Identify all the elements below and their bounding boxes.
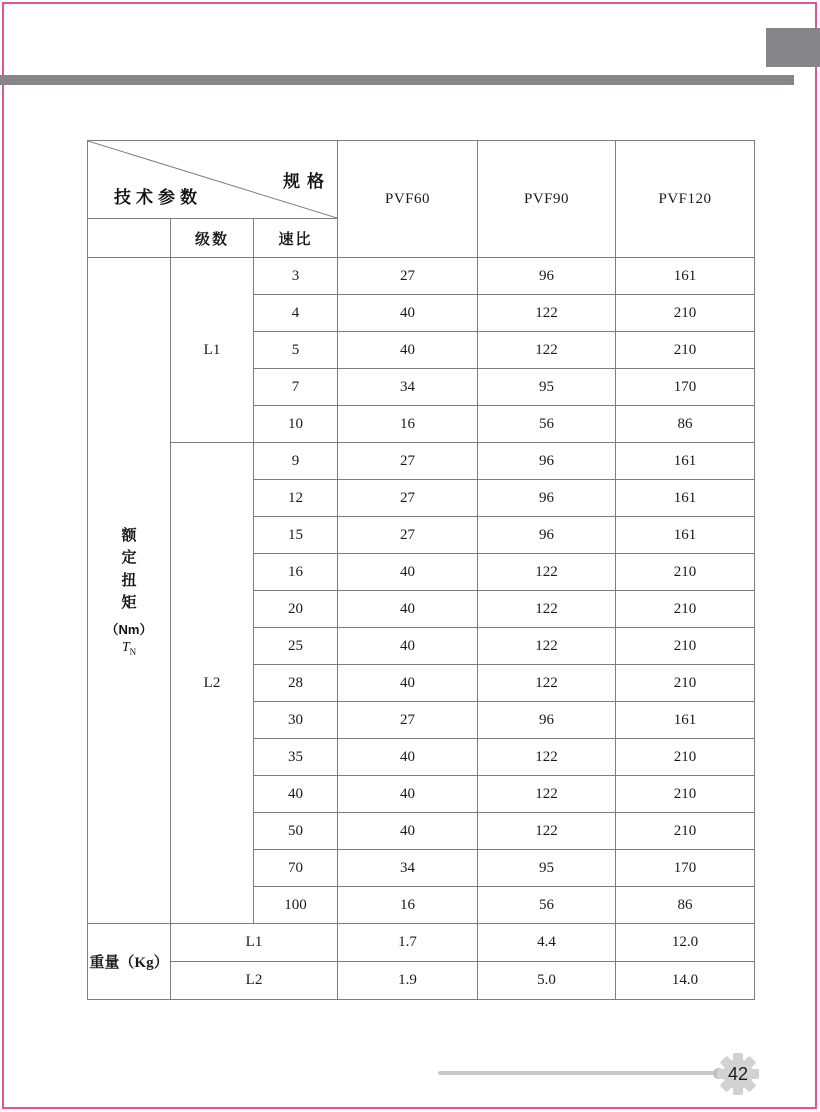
value-cell: 40 <box>338 591 478 628</box>
value-cell: 210 <box>616 665 755 702</box>
value-cell: 210 <box>616 628 755 665</box>
corner-param-label: 技术参数 <box>114 188 202 207</box>
value-cell: 96 <box>478 702 616 739</box>
value-cell: 122 <box>478 739 616 776</box>
ratio-cell: 16 <box>254 554 338 591</box>
weight-row <box>88 924 755 962</box>
group-label-l2: L2 <box>171 443 254 924</box>
value-cell: 16 <box>338 887 478 924</box>
value-cell: 86 <box>616 887 755 924</box>
value-cell: 96 <box>478 443 616 480</box>
value-cell: 4.4 <box>478 924 616 962</box>
value-cell: 95 <box>478 850 616 887</box>
axis-symbol: $T_N$ <box>121 639 137 657</box>
value-cell: 40 <box>338 665 478 702</box>
value-cell: 122 <box>478 776 616 813</box>
ratio-cell: 25 <box>254 628 338 665</box>
value-cell: 27 <box>338 480 478 517</box>
ratio-cell: 20 <box>254 591 338 628</box>
ratio-cell: 50 <box>254 813 338 850</box>
header-bar <box>0 75 794 85</box>
ratio-cell: 12 <box>254 480 338 517</box>
footer-line <box>438 1071 716 1075</box>
sub-header-ratio: 速比 <box>254 219 338 258</box>
value-cell: 12.0 <box>616 924 755 962</box>
value-cell: 96 <box>478 258 616 295</box>
header-corner-block <box>766 28 820 67</box>
value-cell: 27 <box>338 517 478 554</box>
weight-label: 重量（Kg） <box>88 924 171 1000</box>
axis-unit: （Nm） <box>105 621 153 637</box>
value-cell: 210 <box>616 554 755 591</box>
page-number: 42 <box>727 1063 749 1084</box>
value-cell: 95 <box>478 369 616 406</box>
ratio-cell: 4 <box>254 295 338 332</box>
value-cell: 122 <box>478 295 616 332</box>
value-cell: 1.9 <box>338 962 478 1000</box>
value-cell: 96 <box>478 517 616 554</box>
ratio-cell: 5 <box>254 332 338 369</box>
ratio-cell: 30 <box>254 702 338 739</box>
axis-title-vertical: 额定扭矩 <box>121 526 137 612</box>
gear-page-badge <box>716 1052 760 1096</box>
value-cell: 40 <box>338 776 478 813</box>
value-cell: 40 <box>338 813 478 850</box>
value-cell: 122 <box>478 332 616 369</box>
weight-stage-cell: L1 <box>171 924 338 962</box>
value-cell: 210 <box>616 332 755 369</box>
ratio-cell: 10 <box>254 406 338 443</box>
value-cell: 122 <box>478 665 616 702</box>
value-cell: 40 <box>338 332 478 369</box>
value-cell: 122 <box>478 813 616 850</box>
value-cell: 27 <box>338 443 478 480</box>
spec-table <box>87 140 755 1000</box>
value-cell: 5.0 <box>478 962 616 1000</box>
value-cell: 1.7 <box>338 924 478 962</box>
group-label-l1: L1 <box>171 258 254 443</box>
value-cell: 122 <box>478 554 616 591</box>
col-header-pvf120: PVF120 <box>616 141 755 258</box>
ratio-cell: 40 <box>254 776 338 813</box>
value-cell: 40 <box>338 739 478 776</box>
value-cell: 161 <box>616 443 755 480</box>
value-cell: 96 <box>478 480 616 517</box>
header-row-1 <box>88 141 755 219</box>
value-cell: 86 <box>616 406 755 443</box>
ratio-cell: 15 <box>254 517 338 554</box>
corner-empty-cell <box>88 219 171 258</box>
col-header-pvf90: PVF90 <box>478 141 616 258</box>
value-cell: 210 <box>616 776 755 813</box>
ratio-cell: 70 <box>254 850 338 887</box>
ratio-cell: 100 <box>254 887 338 924</box>
value-cell: 27 <box>338 258 478 295</box>
value-cell: 122 <box>478 591 616 628</box>
value-cell: 170 <box>616 369 755 406</box>
value-cell: 161 <box>616 258 755 295</box>
value-cell: 40 <box>338 295 478 332</box>
ratio-cell: 9 <box>254 443 338 480</box>
diagonal-corner-cell <box>88 141 338 219</box>
value-cell: 170 <box>616 850 755 887</box>
table-row <box>88 443 755 480</box>
value-cell: 34 <box>338 369 478 406</box>
value-cell: 34 <box>338 850 478 887</box>
table-row <box>88 258 755 295</box>
value-cell: 16 <box>338 406 478 443</box>
value-cell: 27 <box>338 702 478 739</box>
value-cell: 40 <box>338 554 478 591</box>
value-cell: 210 <box>616 295 755 332</box>
value-cell: 122 <box>478 628 616 665</box>
weight-row <box>88 962 755 1000</box>
weight-stage-cell: L2 <box>171 962 338 1000</box>
ratio-cell: 3 <box>254 258 338 295</box>
value-cell: 161 <box>616 517 755 554</box>
value-cell: 14.0 <box>616 962 755 1000</box>
ratio-cell: 35 <box>254 739 338 776</box>
value-cell: 210 <box>616 591 755 628</box>
value-cell: 40 <box>338 628 478 665</box>
sub-header-stage: 级数 <box>171 219 254 258</box>
value-cell: 210 <box>616 739 755 776</box>
value-cell: 161 <box>616 702 755 739</box>
corner-spec-label: 规格 <box>283 172 332 191</box>
ratio-cell: 28 <box>254 665 338 702</box>
value-cell: 56 <box>478 887 616 924</box>
row-axis-cell <box>88 258 171 924</box>
ratio-cell: 7 <box>254 369 338 406</box>
value-cell: 210 <box>616 813 755 850</box>
col-header-pvf60: PVF60 <box>338 141 478 258</box>
value-cell: 161 <box>616 480 755 517</box>
value-cell: 56 <box>478 406 616 443</box>
